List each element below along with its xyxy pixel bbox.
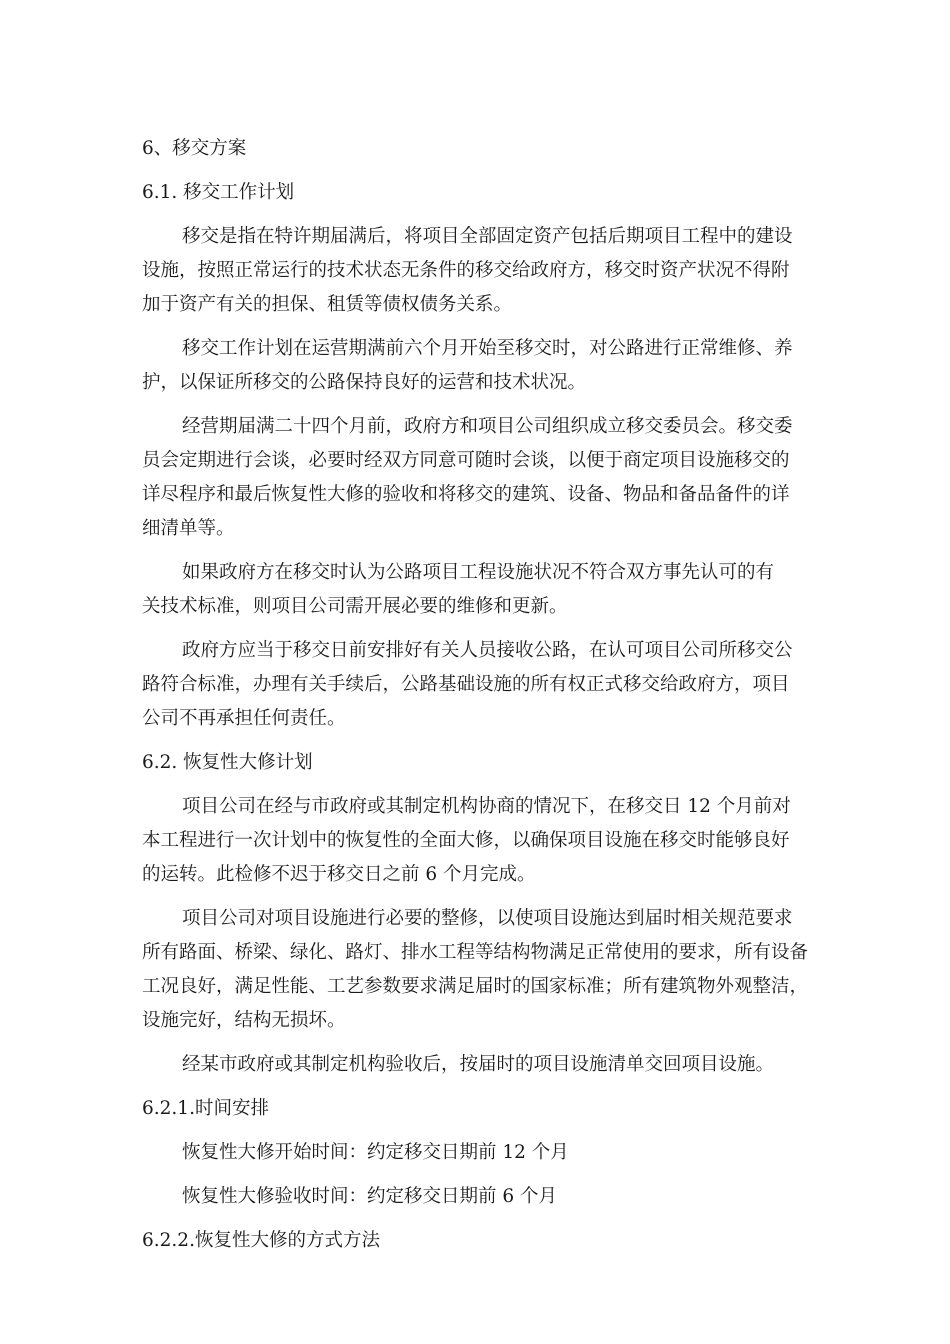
paragraph-overhaul-scope (142, 902, 810, 1038)
paragraph-line: 详尽程序和最后恢复性大修的验收和将移交的建筑、设备、物品和备品备件的详 (142, 484, 790, 505)
paragraph-overhaul-plan (142, 790, 810, 892)
schedule-start-item (142, 1136, 810, 1170)
paragraph-line: 如果政府方在移交时认为公路项目工程设施状况不符合双方事先认可的有 (182, 562, 775, 583)
paragraph-line: 工况良好，满足性能、工艺参数要求满足届时的国家标准；所有建筑物外观整洁， (142, 976, 809, 997)
paragraph-line: 的运转。此检修不迟于移交日之前 6 个月完成。 (142, 864, 536, 885)
paragraph-line: 项目公司对项目设施进行必要的整修，以使项目设施达到届时相关规范要求 (182, 908, 793, 929)
paragraph-ownership-transfer (142, 634, 810, 736)
document-page (142, 132, 810, 1268)
paragraph-line: 设施，按照正常运行的技术状态无条件的移交给政府方，移交时资产状况不得附 (142, 260, 790, 281)
section-6-2-2-heading: 6.2.2.恢复性大修的方式方法 (142, 1230, 380, 1251)
section-6-heading: 6、移交方案 (142, 138, 247, 159)
paragraph-line: 项目公司在经与市政府或其制定机构协商的情况下，在移交日 12 个月前对 (182, 796, 791, 817)
schedule-accept-item (142, 1180, 810, 1214)
schedule-start-text: 恢复性大修开始时间：约定移交日期前 12 个月 (182, 1142, 569, 1163)
paragraph-line: 本工程进行一次计划中的恢复性的全面大修，以确保项目设施在移交时能够良好 (142, 830, 790, 851)
paragraph-handover-committee (142, 410, 810, 546)
paragraph-line: 经营期届满二十四个月前，政府方和项目公司组织成立移交委员会。移交委 (182, 416, 793, 437)
paragraph-line: 设施完好，结构无损坏。 (142, 1010, 346, 1031)
paragraph-acceptance (142, 1048, 810, 1082)
paragraph-line: 员会定期进行会谈，必要时经双方同意可随时会谈，以便于商定项目设施移交的 (142, 450, 790, 471)
paragraph-repair-requirement (142, 556, 810, 624)
paragraph-line: 护，以保证所移交的公路保持良好的运营和技术状况。 (142, 372, 587, 393)
paragraph-line: 移交工作计划在运营期满前六个月开始至移交时，对公路进行正常维修、养 (182, 338, 793, 359)
section-6-2-1-heading: 6.2.1.时间安排 (142, 1098, 269, 1119)
paragraph-line: 经某市政府或其制定机构验收后，按届时的项目设施清单交回项目设施。 (182, 1054, 775, 1075)
paragraph-line: 路符合标准，办理有关手续后，公路基础设施的所有权正式移交给政府方，项目 (142, 674, 790, 695)
paragraph-line: 加于资产有关的担保、租赁等债权债务关系。 (142, 294, 513, 315)
paragraph-line: 所有路面、桥梁、绿化、路灯、排水工程等结构物满足正常使用的要求，所有设备 (142, 942, 809, 963)
paragraph-handover-plan (142, 332, 810, 400)
paragraph-line: 政府方应当于移交日前安排好有关人员接收公路，在认可项目公司所移交公 (182, 640, 793, 661)
section-6-2-heading: 6.2. 恢复性大修计划 (142, 752, 313, 773)
paragraph-line: 公司不再承担任何责任。 (142, 708, 346, 729)
paragraph-handover-definition (142, 220, 810, 322)
schedule-accept-text: 恢复性大修验收时间：约定移交日期前 6 个月 (182, 1186, 558, 1207)
paragraph-line: 关技术标准，则项目公司需开展必要的维修和更新。 (142, 596, 568, 617)
section-6-1-heading: 6.1. 移交工作计划 (142, 182, 295, 203)
paragraph-line: 细清单等。 (142, 518, 235, 539)
paragraph-line: 移交是指在特许期届满后，将项目全部固定资产包括后期项目工程中的建设 (182, 226, 793, 247)
